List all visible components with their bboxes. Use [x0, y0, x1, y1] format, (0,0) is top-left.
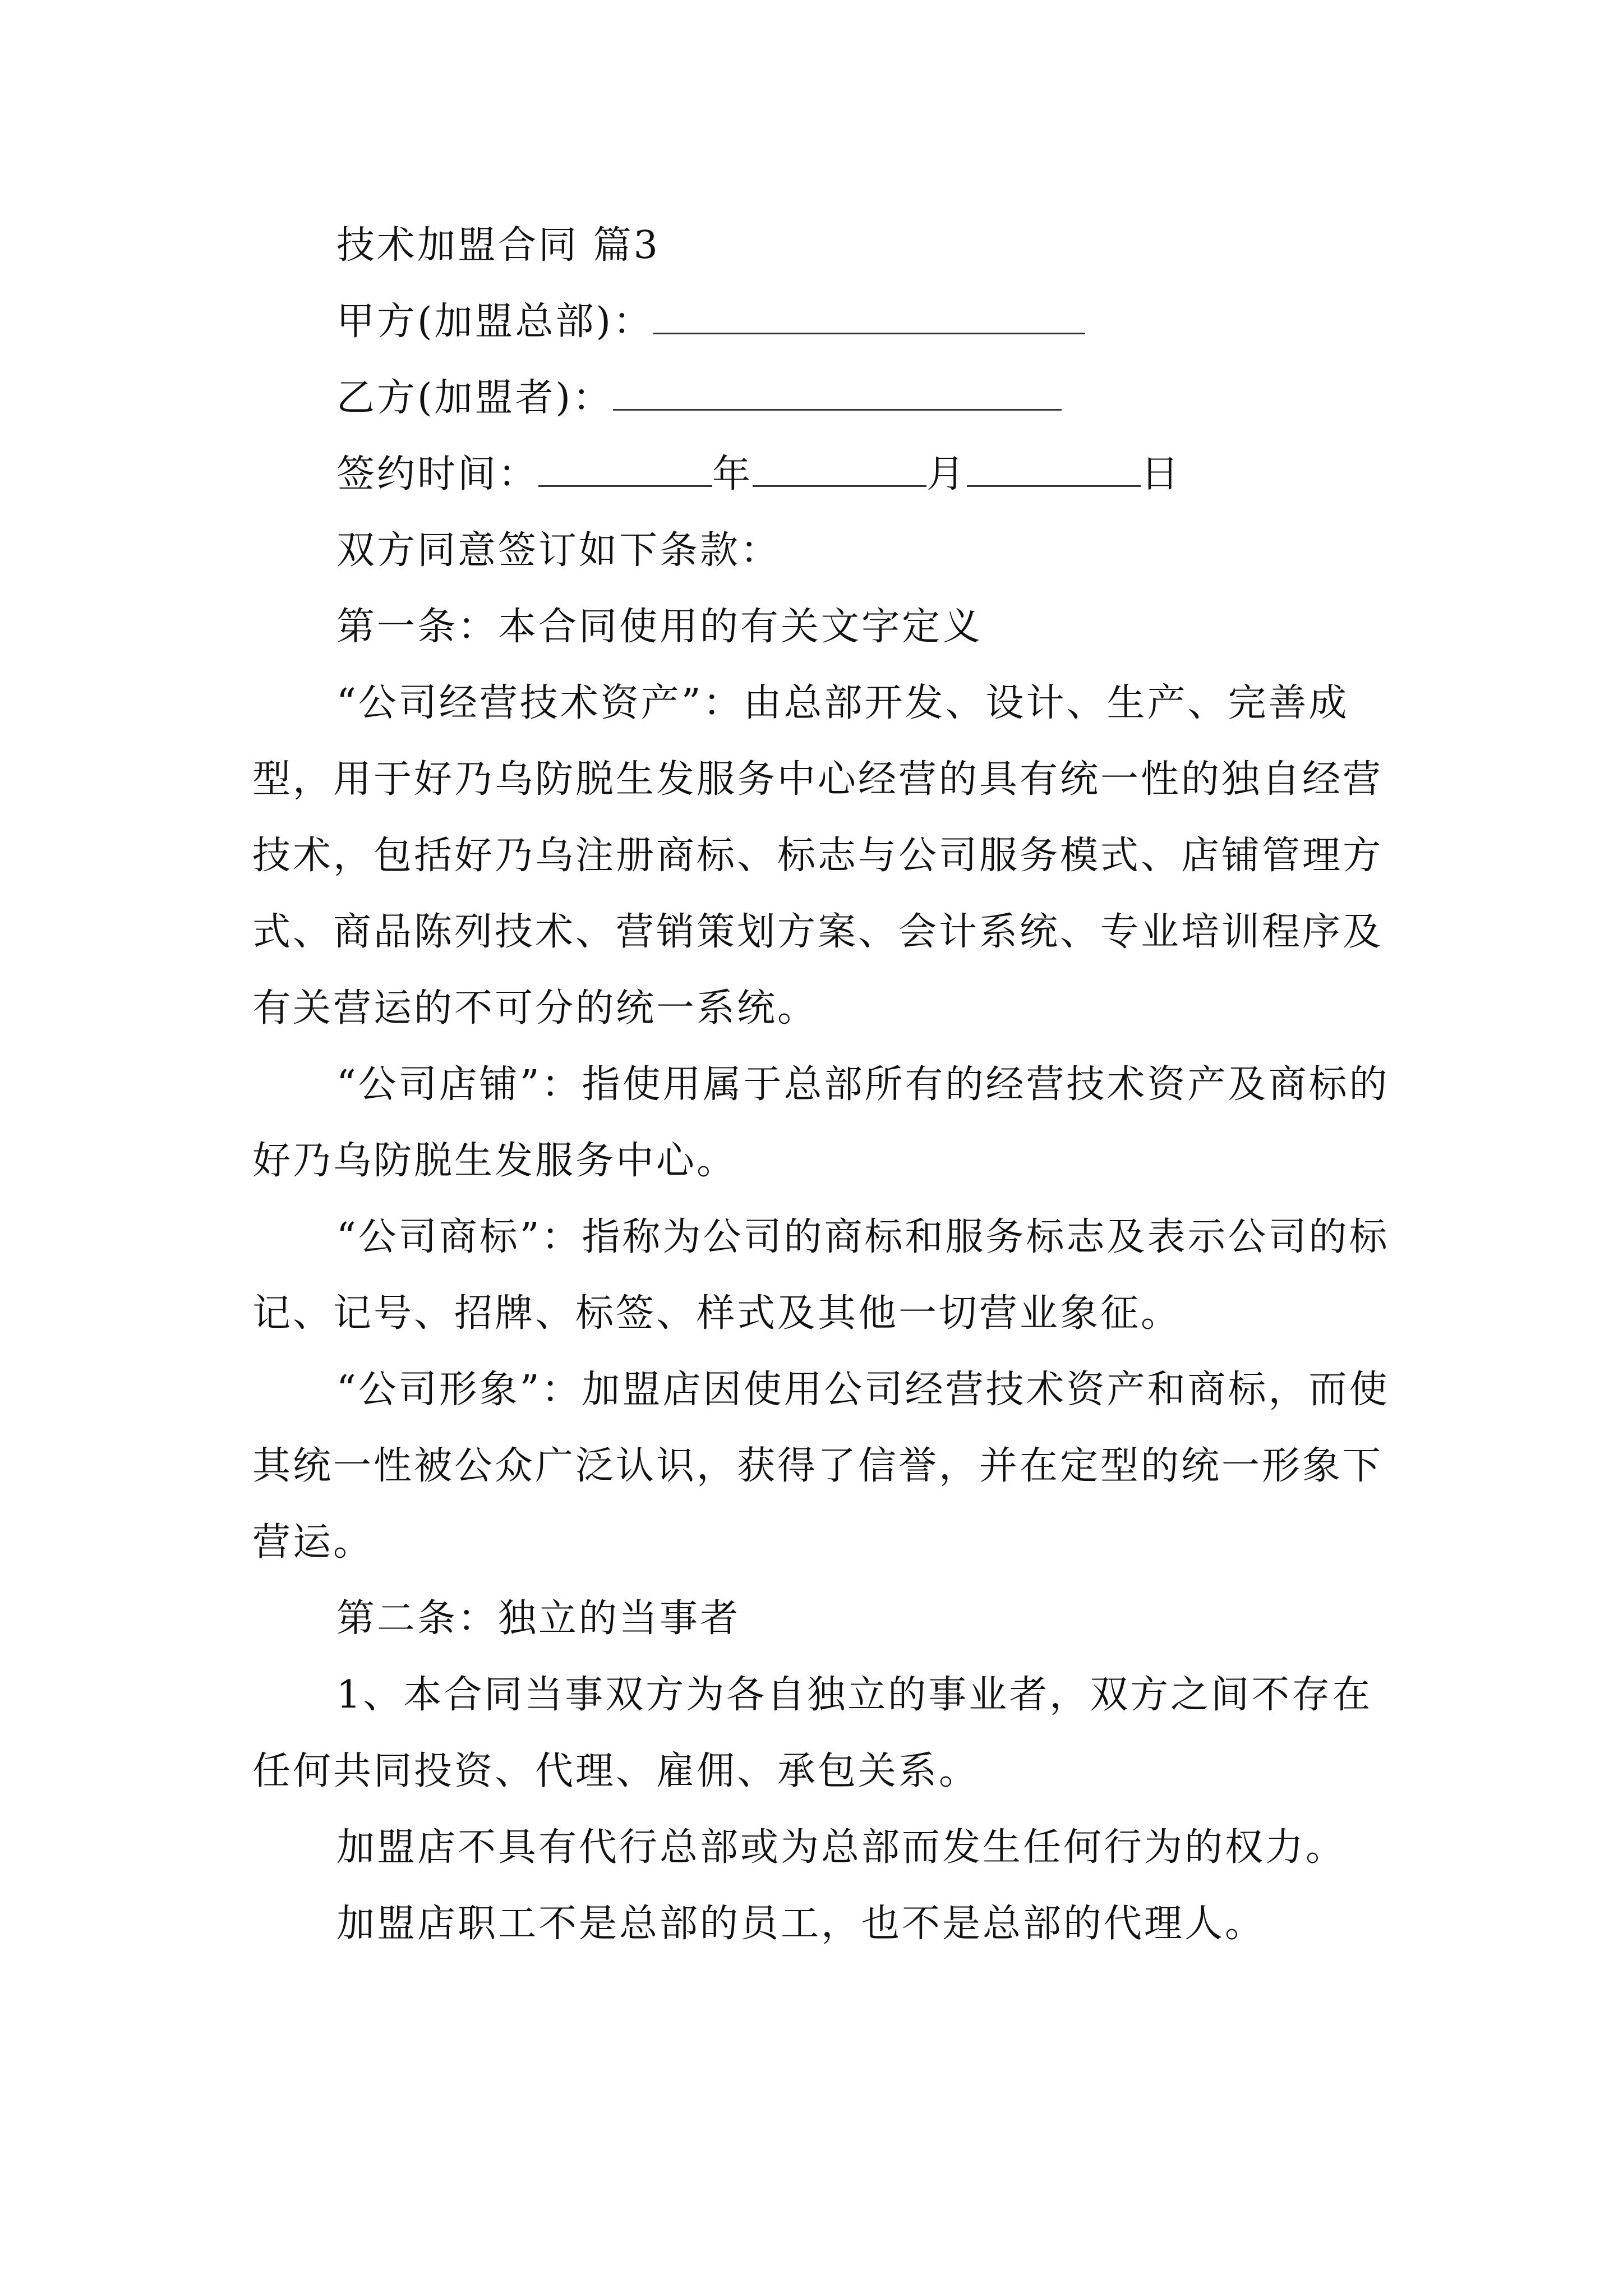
year-label: 年	[712, 452, 753, 496]
article-2-paragraph: 加盟店职工不是总部的员工，也不是总部的代理人。	[336, 1902, 1266, 1946]
article-1-paragraph: “公司形象”：加盟店因使用公司经营技术资产和商标，而使其统一性被公众广泛认识，获得了信誉，并在定型的统一形象下营运。	[252, 1368, 1390, 1565]
day-label: 日	[1141, 452, 1182, 496]
party-b-line	[252, 360, 1396, 436]
article-1-paragraph: “公司商标”：指称为公司的商标和服务标志及表示公司的标记、记号、招牌、标签、样式及其他一切营业象征。	[252, 1215, 1390, 1336]
article-2-paragraph: 加盟店不具有代行总部或为总部而发生任何行为的权力。	[336, 1825, 1347, 1870]
article-1-paragraph: “公司店铺”：指使用属于总部所有的经营技术资产及商标的好乃乌防脱生发服务中心。	[252, 1062, 1390, 1183]
sign-date-line	[252, 436, 1396, 513]
month-blank	[753, 450, 926, 487]
intro-line: 双方同意签订如下条款：	[336, 528, 781, 573]
party-a-blank	[653, 298, 1085, 334]
article-2-paragraph: 1、本合同当事双方为各自独立的事业者，双方之间不存在任何共同投资、代理、雇佣、承包关系。	[252, 1673, 1373, 1793]
document-title: 技术加盟合同 篇3	[336, 223, 660, 268]
article-2-heading: 第二条：独立的当事者	[336, 1596, 741, 1641]
article-1-paragraph: “公司经营技术资产”：由总部开发、设计、生产、完善成型，用于好乃乌防脱生发服务中心经营的具有统一性的独自经营技术，包括好乃乌注册商标、标志与公司服务模式、店铺管理方式、商品陈列技术、营销策划方案、会计系统、专业培训程序及有关营运的不可分的统一系统。	[252, 681, 1384, 1030]
day-blank	[967, 450, 1141, 487]
document-body	[252, 208, 1396, 1962]
party-a-line	[252, 284, 1396, 360]
party-b-label: 乙方(加盟者)：	[336, 376, 614, 420]
article-1-heading: 第一条：本合同使用的有关文字定义	[336, 605, 983, 649]
party-a-label: 甲方(加盟总部)：	[336, 300, 654, 344]
month-label: 月	[926, 452, 967, 496]
party-b-blank	[613, 374, 1062, 411]
sign-date-label: 签约时间：	[336, 452, 539, 496]
year-blank	[538, 450, 712, 487]
